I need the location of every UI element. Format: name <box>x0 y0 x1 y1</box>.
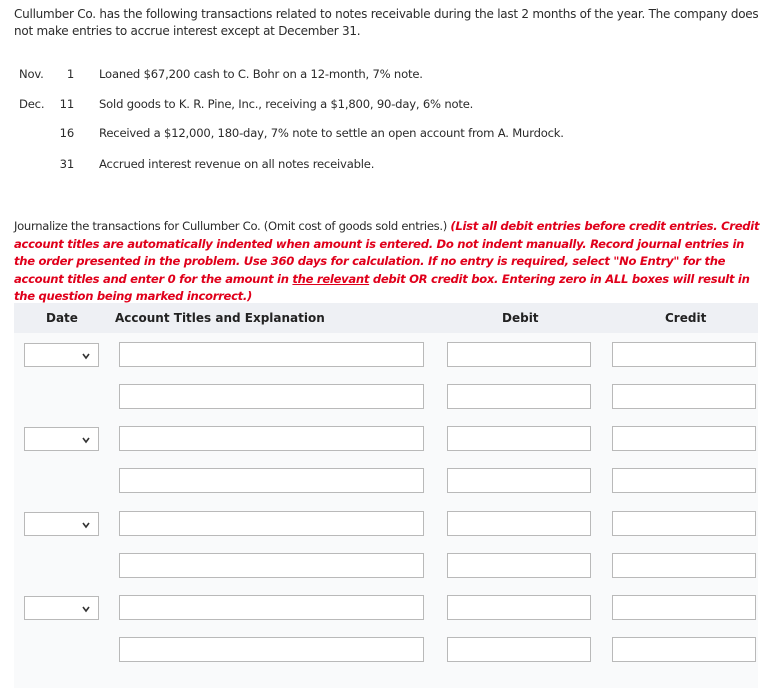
date-select[interactable] <box>24 343 99 367</box>
transaction-row <box>0 126 777 144</box>
debit-input[interactable] <box>447 637 591 662</box>
date-select[interactable] <box>24 596 99 620</box>
transaction-row <box>0 67 777 85</box>
credit-input[interactable] <box>612 342 756 367</box>
instructions-underlined: the relevant <box>292 271 370 286</box>
account-title-input[interactable] <box>119 384 424 409</box>
date-select[interactable] <box>24 427 99 451</box>
transaction-row <box>0 97 777 115</box>
debit-input[interactable] <box>447 426 591 451</box>
chevron-down-icon <box>81 604 91 614</box>
credit-input[interactable] <box>612 553 756 578</box>
column-header-debit: Debit <box>502 311 539 325</box>
credit-input[interactable] <box>612 468 756 493</box>
instructions-lead: Journalize the transactions for Cullumber Co. (Omit cost of goods sold entries.) <box>14 219 451 233</box>
credit-input[interactable] <box>612 426 756 451</box>
account-title-input[interactable] <box>119 468 424 493</box>
chevron-down-icon <box>81 435 91 445</box>
account-title-input[interactable] <box>119 342 424 367</box>
transaction-month: Dec. <box>19 97 45 111</box>
account-title-input[interactable] <box>119 637 424 662</box>
instructions-warning-text: (List all debit entries before credit entries. Credit account titles are automatically indented when amount is entered. Do not indent manually. Record journal entries in the order presented in the problem. Use 360 days for calculation. If no entry is required, select "No Entry" for the account titles and enter 0 for the amount in <box>14 219 760 286</box>
chevron-down-icon <box>81 520 91 530</box>
debit-input[interactable] <box>447 595 591 620</box>
problem-intro: Cullumber Co. has the following transactions related to notes receivable during the last 2 months of the year. The company does not make entries to accrue interest except at December 31. <box>14 7 759 38</box>
account-title-input[interactable] <box>119 426 424 451</box>
account-title-input[interactable] <box>119 553 424 578</box>
transaction-month: Nov. <box>19 67 44 81</box>
transaction-day: 31 <box>59 157 74 171</box>
transaction-day: 11 <box>59 97 74 111</box>
transaction-day: 16 <box>59 126 74 140</box>
transaction-description: Accrued interest revenue on all notes receivable. <box>99 157 375 171</box>
transaction-description: Sold goods to K. R. Pine, Inc., receiving a $1,800, 90-day, 6% note. <box>99 97 474 111</box>
transaction-row <box>0 157 777 175</box>
debit-input[interactable] <box>447 468 591 493</box>
column-header-date: Date <box>46 311 78 325</box>
instructions-warning-text: debit OR credit box. Entering zero in ALL boxes will result in the question being marked incorrect.) <box>14 271 750 303</box>
credit-input[interactable] <box>612 511 756 536</box>
credit-input[interactable] <box>612 384 756 409</box>
column-header-account: Account Titles and Explanation <box>115 311 325 325</box>
transaction-day: 1 <box>66 67 74 81</box>
credit-input[interactable] <box>612 595 756 620</box>
credit-input[interactable] <box>612 637 756 662</box>
chevron-down-icon <box>81 351 91 361</box>
debit-input[interactable] <box>447 511 591 536</box>
debit-input[interactable] <box>447 342 591 367</box>
transaction-description: Loaned $67,200 cash to C. Bohr on a 12-month, 7% note. <box>99 67 423 81</box>
transaction-description: Received a $12,000, 180-day, 7% note to settle an open account from A. Murdock. <box>99 126 564 140</box>
account-title-input[interactable] <box>119 511 424 536</box>
journal-table-header <box>14 303 758 333</box>
debit-input[interactable] <box>447 553 591 578</box>
column-header-credit: Credit <box>665 311 707 325</box>
debit-input[interactable] <box>447 384 591 409</box>
instructions <box>14 218 764 306</box>
account-title-input[interactable] <box>119 595 424 620</box>
date-select[interactable] <box>24 512 99 536</box>
